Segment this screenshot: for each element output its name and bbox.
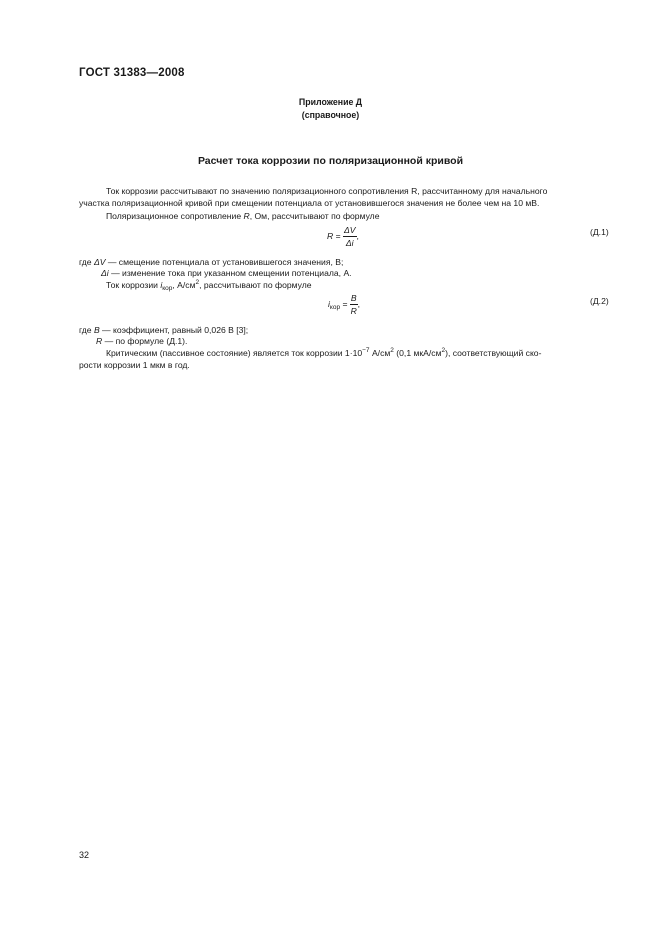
formula-d1-tail: , (356, 230, 359, 241)
formula-d2-denominator: R (350, 306, 357, 316)
formula-d2-number: (Д.2) (590, 296, 609, 306)
where-b-text: — коэффициент, равный 0,026 В [3]; (99, 325, 249, 335)
formula-d1-number: (Д.1) (590, 227, 609, 237)
formula-d2-lhs-sub: кор (329, 303, 341, 311)
paragraph-3-sub: кор (162, 285, 173, 292)
paragraph-3-pre: Ток коррозии (106, 280, 161, 290)
paragraph-1-line-2: участка поляризационной кривой при смещении потенциала от установившегося значения не более чем на 10 мВ. (79, 198, 540, 208)
where-b-symbol: B (93, 325, 100, 335)
page-number: 32 (79, 850, 90, 860)
where-delta-v-pre: где (79, 257, 94, 267)
paragraph-4-sup2: 2 (390, 347, 394, 354)
formula-d1-denominator: Δi (345, 238, 354, 248)
paragraph-4-line-1 (106, 348, 541, 359)
paragraph-2-post: , Ом, рассчитывают по формуле (249, 211, 380, 221)
paragraph-3-mid: , А/см (172, 280, 196, 290)
formula-d1-fraction (343, 225, 357, 248)
paragraph-1-line-1: Ток коррозии рассчитывают по значению поляризационного сопротивления R, рассчитанному для начального (106, 186, 548, 196)
paragraph-4-c: (0,1 мкА/см (393, 348, 442, 358)
formula-d1-lhs: R (327, 230, 334, 241)
paragraph-4-d: ), соответствующий ско- (445, 348, 542, 358)
where-b-pre: где (79, 325, 94, 335)
where-r-symbol: R (96, 336, 103, 346)
paragraph-3-post: , рассчитывают по формуле (199, 280, 312, 290)
where-delta-i-text: — изменение тока при указанном смещении потенциала, А. (108, 268, 352, 278)
paragraph-4-a: Критическим (пассивное состояние) является ток коррозии 1·10 (106, 348, 363, 358)
where-r (96, 336, 187, 347)
formula-d2-lhs: i (328, 298, 330, 309)
appendix-subtitle: (справочное) (301, 110, 360, 120)
paragraph-3 (106, 280, 312, 291)
paragraph-4-b: А/см (369, 348, 391, 358)
formula-d2 (328, 293, 360, 316)
formula-d1 (327, 225, 359, 248)
formula-d2-fraction (350, 293, 358, 316)
where-delta-v-text: — смещение потенциала от установившегося значения, В; (105, 257, 344, 267)
appendix-title: Приложение Д (298, 97, 363, 107)
section-title: Расчет тока коррозии по поляризационной кривой (197, 155, 464, 167)
formula-d2-numerator: B (350, 293, 357, 303)
formula-d2-tail: , (357, 298, 360, 309)
where-delta-v (79, 257, 343, 268)
where-b (79, 325, 248, 336)
paragraph-4-exp: −7 (362, 347, 370, 354)
paragraph-4-line-2: рости коррозии 1 мкм в год. (79, 360, 190, 370)
where-delta-i-symbol: Δi (101, 268, 109, 278)
paragraph-2 (106, 211, 379, 222)
paragraph-2-pre: Поляризационное сопротивление (106, 211, 244, 221)
paragraph-2-var: R (243, 211, 250, 221)
where-r-text: — по формуле (Д.1). (102, 336, 188, 346)
formula-d1-eq: = (333, 230, 341, 241)
paragraph-3-sup: 2 (195, 279, 200, 286)
formula-d2-eq: = (340, 298, 348, 309)
paragraph-4-sup3: 2 (441, 347, 446, 354)
where-delta-i (101, 268, 352, 279)
paragraph-3-var: i (160, 280, 163, 290)
document-header: ГОСТ 31383—2008 (79, 67, 185, 79)
formula-d1-numerator: ΔV (344, 225, 356, 235)
where-delta-v-symbol: ΔV (93, 257, 106, 267)
